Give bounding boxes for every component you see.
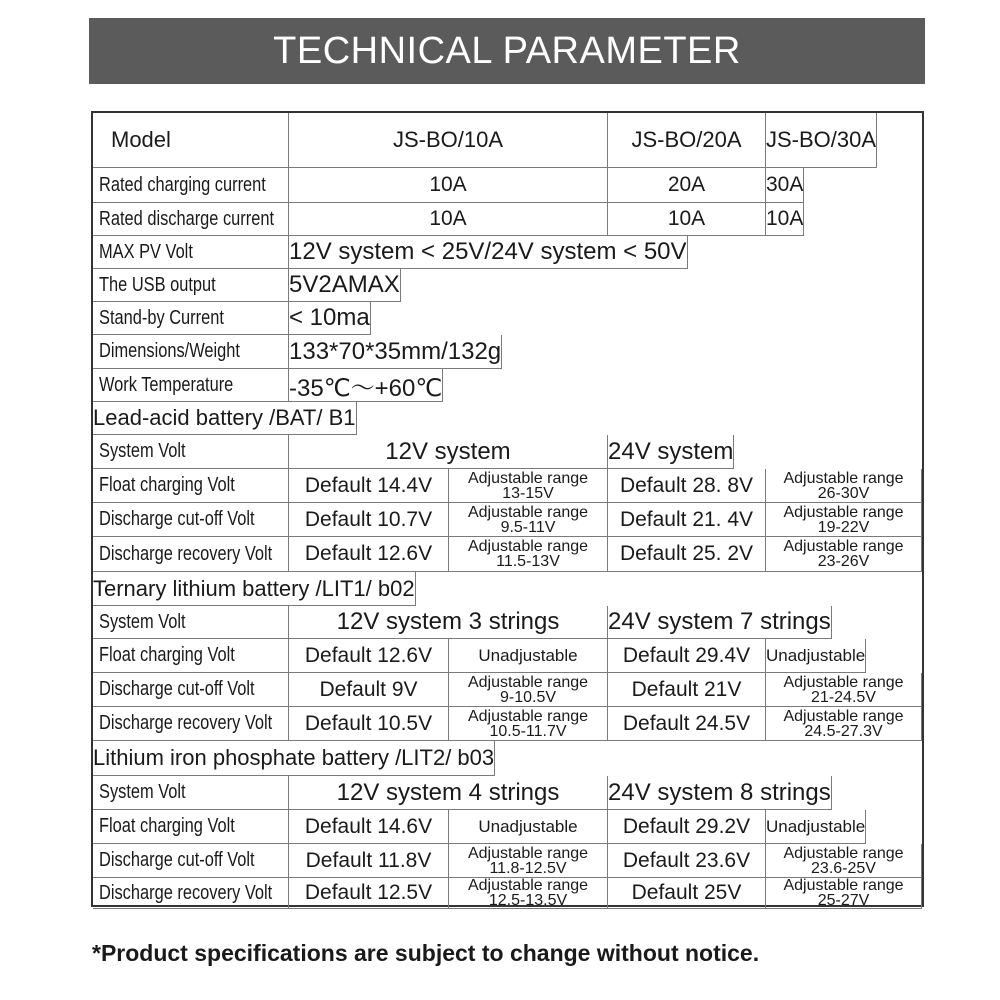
adjust-12v-0-0 [449, 469, 608, 503]
adjust-12v-0-1-line1: Adjustable range [467, 503, 589, 521]
default-24v-1-1: Default 21V [608, 673, 766, 707]
section-title-0: Lead-acid battery /BAT/ B1 [93, 402, 357, 435]
adjust-12v-0-1 [449, 503, 608, 537]
adjust-12v-2-2 [449, 878, 608, 909]
row-label-1-0 [93, 639, 289, 673]
adjust-24v-1-2-line2: 24.5-27.3V [804, 722, 883, 740]
model-30a: JS-BO/30A [766, 113, 877, 168]
rated-discharge-label [93, 203, 289, 236]
default-24v-2-1: Default 23.6V [608, 844, 766, 878]
adjust-24v-0-2-line1: Adjustable range [783, 538, 904, 555]
work-temperature-label-text: Work Temperature [99, 373, 234, 396]
standby-current-label-text: Stand-by Current [99, 306, 224, 329]
footnote: *Product specifications are subject to change without notice. [92, 940, 760, 966]
adjust-24v-2-0: Unadjustable [766, 810, 866, 844]
rated-charging-10a: 10A [289, 168, 608, 203]
max-pv-label [93, 236, 289, 269]
adjust-24v-0-0-line2: 26-30V [817, 484, 870, 502]
default-24v-0-0: Default 28. 8V [608, 469, 766, 503]
row-label-1-2-text: Discharge recovery Volt [99, 712, 273, 734]
rated-discharge-20a: 10A [608, 203, 766, 236]
usb-output-label [93, 269, 289, 302]
default-24v-2-2: Default 25V [608, 878, 766, 909]
page-title: TECHNICAL PARAMETER [89, 18, 925, 84]
adjust-24v-2-1-line2: 23.6-25V [811, 859, 876, 877]
adjust-12v-1-1-line2: 9-10.5V [499, 688, 557, 706]
default-12v-2-1: Default 11.8V [289, 844, 449, 878]
standby-current-label [93, 302, 289, 335]
row-label-1-1-text: Discharge cut-off Volt [99, 678, 255, 700]
adjust-12v-1-0: Unadjustable [449, 639, 608, 673]
system-volt-label-1-text: System Volt [99, 610, 186, 633]
default-12v-0-0: Default 14.4V [289, 469, 449, 503]
default-24v-0-2: Default 25. 2V [608, 537, 766, 572]
adjust-24v-2-1-line1: Adjustable range [783, 844, 904, 862]
adjust-12v-1-1-line1: Adjustable range [467, 673, 589, 691]
adjust-12v-1-2-line1: Adjustable range [467, 707, 589, 725]
rated-discharge-10a: 10A [289, 203, 608, 236]
adjust-12v-2-0: Unadjustable [449, 810, 608, 844]
row-label-0-2-text: Discharge recovery Volt [99, 542, 273, 565]
default-12v-1-1: Default 9V [289, 673, 449, 707]
default-24v-0-1: Default 21. 4V [608, 503, 766, 537]
adjust-24v-1-2-line1: Adjustable range [783, 707, 904, 725]
adjust-12v-0-2-line2: 11.5-13V [496, 553, 560, 570]
row-label-1-1 [93, 673, 289, 707]
adjust-24v-2-2 [766, 878, 922, 909]
adjust-12v-0-0-line2: 13-15V [502, 484, 554, 502]
adjust-24v-1-1-line1: Adjustable range [783, 673, 904, 691]
usb-output-value: 5V2AMAX [289, 269, 401, 302]
max-pv-label-text: MAX PV Volt [99, 240, 193, 263]
rated-charging-20a: 20A [608, 168, 766, 203]
row-label-2-2-text: Discharge recovery Volt [99, 881, 273, 904]
usb-output-label-text: The USB output [99, 273, 216, 296]
row-label-2-1-text: Discharge cut-off Volt [99, 849, 255, 871]
system-24v-1: 24V system 7 strings [608, 606, 832, 639]
row-label-0-2 [93, 537, 289, 572]
row-label-2-0-text: Float charging Volt [99, 815, 235, 837]
adjust-12v-2-2-line2: 12.5-13.5V [488, 892, 568, 909]
system-volt-label-2-text: System Volt [99, 781, 186, 803]
row-label-0-0 [93, 469, 289, 503]
rated-charging-30a: 30A [766, 168, 804, 203]
adjust-24v-2-1 [766, 844, 922, 878]
system-12v-0: 12V system [289, 435, 608, 469]
adjust-12v-2-2-line1: Adjustable range [467, 878, 589, 894]
system-24v-2: 24V system 8 strings [608, 776, 832, 810]
system-volt-label-2 [93, 776, 289, 810]
system-volt-label-0-text: System Volt [99, 440, 186, 462]
default-12v-2-0: Default 14.6V [289, 810, 449, 844]
section-title-1: Ternary lithium battery /LIT1/ b02 [93, 572, 416, 606]
model-10a: JS-BO/10A [289, 113, 608, 168]
adjust-24v-2-2-line2: 25-27V [817, 892, 870, 909]
default-12v-1-2: Default 10.5V [289, 707, 449, 741]
system-volt-label-1 [93, 606, 289, 639]
adjust-12v-1-2 [449, 707, 608, 741]
adjust-12v-0-2 [449, 537, 608, 572]
model-header-label: Model [93, 113, 289, 168]
spec-table [91, 111, 924, 907]
adjust-24v-0-2 [766, 537, 922, 572]
adjust-24v-0-0-line1: Adjustable range [783, 469, 904, 487]
adjust-24v-0-2-line2: 23-26V [817, 553, 870, 570]
dimensions-weight-label [93, 335, 289, 369]
system-24v-0: 24V system [608, 435, 734, 469]
work-temperature-value: -35℃～+60℃ [289, 369, 443, 402]
adjust-12v-2-1-line2: 11.8-12.5V [489, 859, 567, 877]
adjust-12v-1-1 [449, 673, 608, 707]
adjust-12v-2-1 [449, 844, 608, 878]
section-title-2: Lithium iron phosphate battery /LIT2/ b03 [93, 741, 495, 776]
system-12v-2: 12V system 4 strings [289, 776, 608, 810]
row-label-0-1 [93, 503, 289, 537]
default-24v-1-0: Default 29.4V [608, 639, 766, 673]
row-label-2-1 [93, 844, 289, 878]
rated-charging-label [93, 168, 289, 203]
adjust-24v-0-1-line2: 19-22V [817, 518, 870, 536]
adjust-24v-1-0: Unadjustable [766, 639, 866, 673]
work-temperature-label [93, 369, 289, 402]
adjust-24v-1-1 [766, 673, 922, 707]
adjust-24v-1-2 [766, 707, 922, 741]
adjust-24v-1-1-line2: 21-24.5V [811, 688, 876, 706]
system-volt-label-0 [93, 435, 289, 469]
standby-current-value: < 10ma [289, 302, 371, 335]
adjust-12v-0-2-line1: Adjustable range [467, 538, 589, 555]
default-12v-0-1: Default 10.7V [289, 503, 449, 537]
default-12v-1-0: Default 12.6V [289, 639, 449, 673]
default-24v-1-2: Default 24.5V [608, 707, 766, 741]
rated-discharge-30a: 10A [766, 203, 804, 236]
row-label-0-0-text: Float charging Volt [99, 474, 235, 496]
adjust-12v-1-2-line2: 10.5-11.7V [489, 722, 567, 740]
adjust-24v-0-1 [766, 503, 922, 537]
default-12v-0-2: Default 12.6V [289, 537, 449, 572]
row-label-0-1-text: Discharge cut-off Volt [99, 508, 255, 530]
row-label-1-2 [93, 707, 289, 741]
model-20a: JS-BO/20A [608, 113, 766, 168]
default-24v-2-0: Default 29.2V [608, 810, 766, 844]
dimensions-weight-value: 133*70*35mm/132g [289, 335, 502, 369]
max-pv-value: 12V system < 25V/24V system < 50V [289, 236, 688, 269]
rated-discharge-label-text: Rated discharge current [99, 207, 275, 230]
default-12v-2-2: Default 12.5V [289, 878, 449, 909]
dimensions-weight-label-text: Dimensions/Weight [99, 340, 240, 362]
adjust-12v-2-1-line1: Adjustable range [467, 844, 589, 862]
adjust-12v-0-0-line1: Adjustable range [467, 469, 589, 487]
adjust-12v-0-1-line2: 9.5-11V [500, 518, 556, 536]
row-label-2-0 [93, 810, 289, 844]
adjust-24v-0-1-line1: Adjustable range [783, 503, 904, 521]
adjust-24v-0-0 [766, 469, 922, 503]
row-label-1-0-text: Float charging Volt [99, 644, 235, 666]
adjust-24v-2-2-line1: Adjustable range [783, 878, 904, 894]
row-label-2-2 [93, 878, 289, 909]
rated-charging-label-text: Rated charging current [99, 173, 266, 196]
system-12v-1: 12V system 3 strings [289, 606, 608, 639]
